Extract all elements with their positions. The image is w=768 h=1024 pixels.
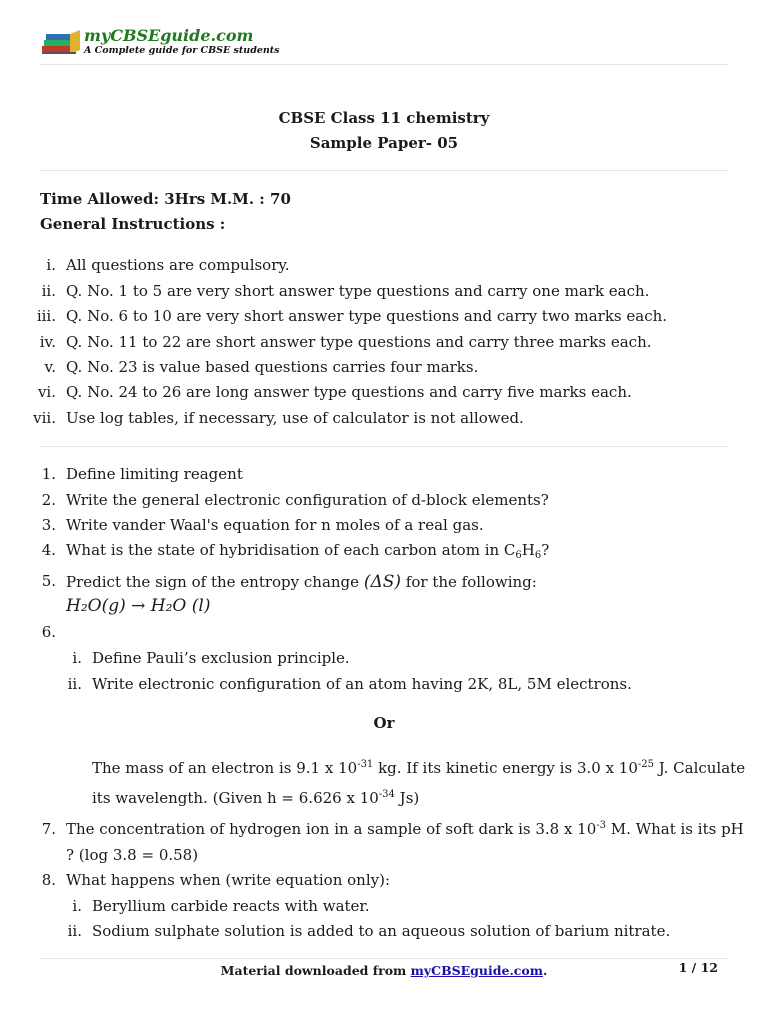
question-6-part-i: Define Pauli’s exclusion principle. bbox=[92, 649, 350, 667]
instruction-item: Q. No. 1 to 5 are very short answer type questions and carry one mark each. bbox=[66, 282, 650, 300]
question-4: What is the state of hybridisation of each carbon atom in $C_6H_6$? bbox=[66, 541, 550, 561]
logo-brand-text: myCBSEguide.com bbox=[84, 26, 254, 45]
logo-tagline: A Complete guide for CBSE students bbox=[84, 45, 280, 56]
footer-credit: Material downloaded from myCBSEguide.com. bbox=[220, 963, 548, 978]
paper-subtitle: Sample Paper- 05 bbox=[309, 134, 459, 152]
time-allowed: Time Allowed: 3Hrs M.M. : 70 bbox=[40, 190, 291, 208]
or-separator: Or bbox=[373, 714, 395, 732]
question-number: 3. bbox=[41, 516, 56, 534]
question-8-part-i: Beryllium carbide reacts with water. bbox=[92, 897, 370, 915]
question-8: What happens when (write equation only): bbox=[66, 871, 391, 889]
footer-divider bbox=[40, 958, 728, 959]
page-number: 1 / 12 bbox=[678, 960, 718, 975]
subpart-number: ii. bbox=[67, 922, 82, 940]
question-6-alt-line-1: The mass of an electron is 9.1 x $10^{-31}$ kg. If its kinetic energy is 3.0 x $10^{-25}$ J. Calculate bbox=[92, 759, 746, 777]
subpart-number: ii. bbox=[67, 675, 82, 693]
title-divider bbox=[40, 170, 728, 171]
instruction-number: vi. bbox=[37, 383, 56, 401]
site-logo bbox=[40, 26, 280, 60]
question-number: 7. bbox=[41, 820, 56, 838]
books-logo-icon bbox=[40, 30, 82, 56]
instruction-number: iii. bbox=[36, 307, 56, 325]
question-number: 8. bbox=[41, 871, 56, 889]
instruction-number: ii. bbox=[41, 282, 56, 300]
instruction-number: vii. bbox=[33, 409, 56, 427]
question-number: 5. bbox=[41, 572, 56, 590]
instructions-divider bbox=[40, 446, 728, 447]
instruction-item: Use log tables, if necessary, use of calculator is not allowed. bbox=[66, 409, 524, 427]
instruction-number: v. bbox=[44, 358, 56, 376]
entropy-symbol: (ΔS) bbox=[363, 572, 402, 592]
question-7: The concentration of hydrogen ion in a sample of soft dark is 3.8 x $10^{-3}$ M. What is its pH bbox=[66, 820, 744, 838]
question-5-equation: H₂O(g) → H₂O (l) bbox=[66, 596, 211, 616]
question-number: 2. bbox=[41, 491, 56, 509]
question-number: 6. bbox=[41, 623, 56, 641]
instruction-item: Q. No. 24 to 26 are long answer type questions and carry five marks each. bbox=[66, 383, 632, 401]
instruction-item: All questions are compulsory. bbox=[66, 256, 290, 274]
question-number: 4. bbox=[41, 541, 56, 559]
header-divider bbox=[40, 64, 728, 65]
instruction-item: Q. No. 6 to 10 are very short answer type questions and carry two marks each. bbox=[66, 307, 668, 325]
question-5: Predict the sign of the entropy change (ΔS) for the following: bbox=[66, 572, 537, 592]
instruction-number: i. bbox=[46, 256, 56, 274]
subpart-number: i. bbox=[72, 897, 82, 915]
question-2: Write the general electronic configuration of d-block elements? bbox=[66, 491, 549, 509]
question-6-part-ii: Write electronic configuration of an atom having 2K, 8L, 5M electrons. bbox=[92, 675, 632, 693]
instruction-number: iv. bbox=[39, 333, 56, 351]
general-instructions-heading: General Instructions : bbox=[40, 215, 226, 233]
question-number: 1. bbox=[41, 465, 56, 483]
footer-site-link[interactable]: myCBSEguide.com bbox=[410, 963, 543, 978]
instruction-item: Q. No. 11 to 22 are short answer type questions and carry three marks each. bbox=[66, 333, 652, 351]
instruction-item: Q. No. 23 is value based questions carries four marks. bbox=[66, 358, 479, 376]
question-1: Define limiting reagent bbox=[66, 465, 243, 483]
question-7-line-2: ? (log 3.8 = 0.58) bbox=[66, 846, 199, 864]
question-6-alt-line-2: its wavelength. (Given h = 6.626 x $10^{-34}$ Js) bbox=[92, 789, 420, 807]
paper-title: CBSE Class 11 chemistry bbox=[278, 109, 490, 127]
question-3: Write vander Waal's equation for n moles of a real gas. bbox=[66, 516, 484, 534]
question-8-part-ii: Sodium sulphate solution is added to an aqueous solution of barium nitrate. bbox=[92, 922, 671, 940]
subpart-number: i. bbox=[72, 649, 82, 667]
